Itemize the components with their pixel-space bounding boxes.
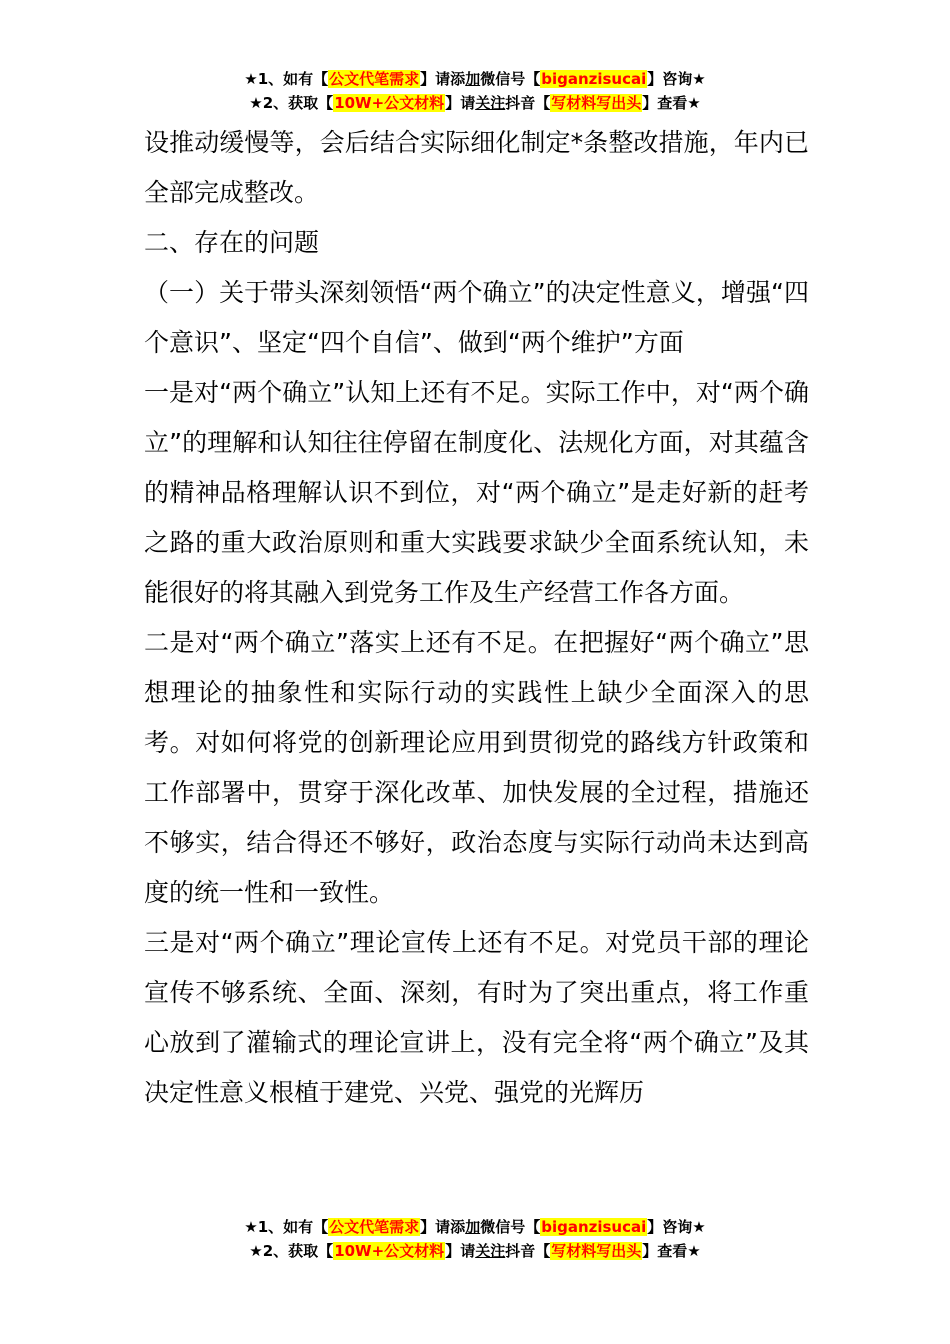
footer-promo-line-2 xyxy=(0,1240,950,1264)
promo-wechat-id: biganzisucai xyxy=(541,1218,647,1236)
promo-wechat-id: biganzisucai xyxy=(541,70,647,88)
promo-highlight: 公文代笔需求 xyxy=(329,70,420,88)
promo-text: 微信号【 xyxy=(480,1218,541,1236)
paragraph-continuation: 设推动缓慢等，会后结合实际细化制定*条整改措施，年内已全部完成整改。 xyxy=(144,128,809,207)
promo-text: 】请添 xyxy=(420,70,466,88)
promo-text: ★2、获取【 xyxy=(249,94,334,112)
header-promo-line-1 xyxy=(0,68,950,92)
promo-douyin-account: 写材料写出头 xyxy=(551,94,642,112)
promo-text: ★2、获取【 xyxy=(249,1242,334,1260)
promo-highlight: 10W+公文材料 xyxy=(334,1242,445,1260)
paragraph-point-3: 三是对“两个确立”理论宣传上还有不足。对党员干部的理论宣传不够系统、全面、深刻，有时为了突出重点，将工作重心放到了灌输式的理论宣讲上，没有完全将“两个确立”及其决定性意义根植于建党、兴党、强党的光辉历 xyxy=(144,928,809,1107)
promo-text: 抖音【 xyxy=(505,94,551,112)
document-body xyxy=(144,118,809,1118)
header-promo xyxy=(0,68,950,116)
promo-text: 】咨询★ xyxy=(647,70,706,88)
paragraph-point-2: 二是对“两个确立”落实上还有不足。在把握好“两个确立”思想理论的抽象性和实际行动的实践性上缺少全面深入的思考。对如何将党的创新理论应用到贯彻党的路线方针政策和工作部署中，贯穿于深化改革、加快发展的全过程，措施还不够实，结合得还不够好，政治态度与实际行动尚未达到高度的统一性和一致性。 xyxy=(144,628,809,907)
promo-text: 微信号【 xyxy=(480,70,541,88)
promo-text: 】请 xyxy=(445,94,476,112)
promo-text: ★1、如有【 xyxy=(244,1218,329,1236)
promo-text: 】咨询★ xyxy=(647,1218,706,1236)
paragraph-point-1: 一是对“两个确立”认知上还有不足。实际工作中，对“两个确立”的理解和认知往往停留在制度化、法规化方面，对其蕴含的精神品格理解认识不到位，对“两个确立”是走好新的赶考之路的重大政治原则和重大实践要求缺少全面系统认知，未能很好的将其融入到党务工作及生产经营工作各方面。 xyxy=(144,378,809,607)
promo-underlined-text: 加 xyxy=(465,70,481,88)
promo-underlined-text: 关注 xyxy=(475,94,506,112)
footer-promo-line-1 xyxy=(0,1216,950,1240)
promo-underlined-text: 关注 xyxy=(475,1242,506,1260)
promo-douyin-account: 写材料写出头 xyxy=(551,1242,642,1260)
promo-underlined-text: 加 xyxy=(465,1218,481,1236)
promo-text: 】请添 xyxy=(420,1218,466,1236)
promo-text: ★1、如有【 xyxy=(244,70,329,88)
promo-text: 】查看★ xyxy=(642,94,701,112)
promo-highlight: 公文代笔需求 xyxy=(329,1218,420,1236)
promo-text: 抖音【 xyxy=(505,1242,551,1260)
header-promo-line-2 xyxy=(0,92,950,116)
subsection-heading: （一）关于带头深刻领悟“两个确立”的决定性意义，增强“四个意识”、坚定“四个自信”、做到“两个维护”方面 xyxy=(144,278,809,357)
footer-promo xyxy=(0,1216,950,1264)
promo-text: 】查看★ xyxy=(642,1242,701,1260)
section-heading: 二、存在的问题 xyxy=(144,228,320,257)
promo-text: 】请 xyxy=(445,1242,476,1260)
promo-highlight: 10W+公文材料 xyxy=(334,94,445,112)
